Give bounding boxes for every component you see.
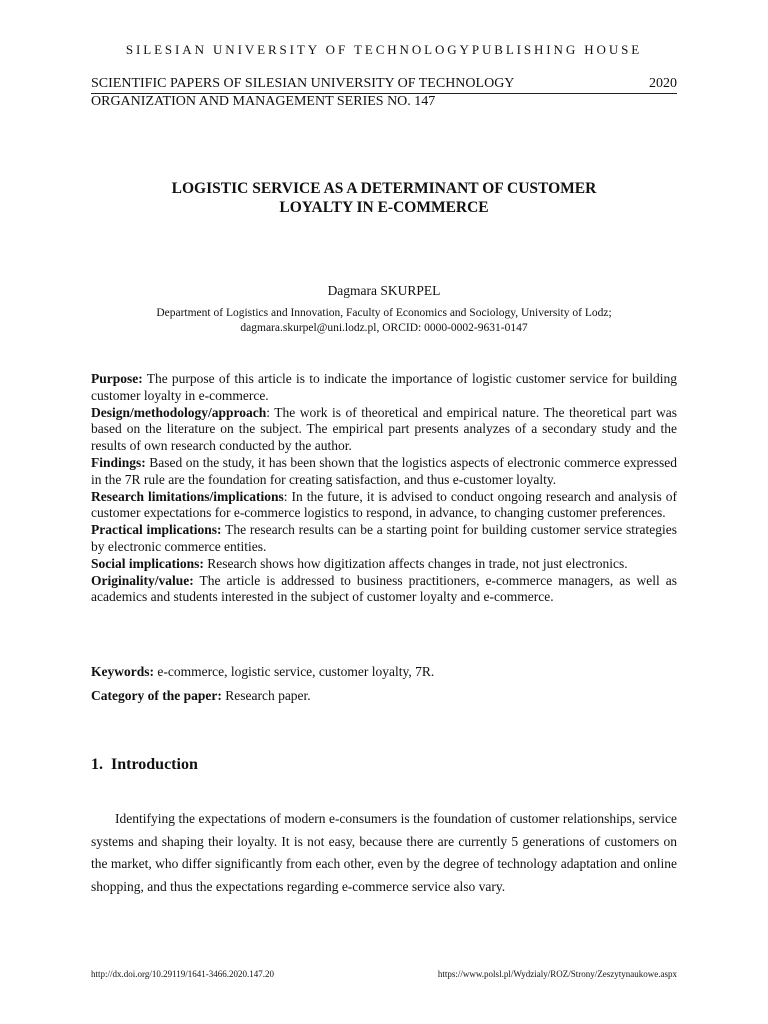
abstract-label: Research limitations/implications — [91, 488, 284, 504]
abstract-text: Based on the study, it has been shown that the logistics aspects of electronic commerce expressed in the 7R rule are the foundation for creating satisfaction, and thus e-customer loyalty. — [91, 454, 677, 487]
abstract-findings — [91, 455, 677, 489]
abstract-text: : The work is of theoretical and empirical nature. The theoretical part was based on the literature on the subject. The empirical part presents analyzes of a secondary study and the results of own research conducted by the author. — [91, 404, 677, 454]
keywords-label: Keywords: — [91, 664, 154, 679]
category-text: Research paper. — [221, 688, 311, 703]
abstract-practical — [91, 522, 677, 556]
abstract-text: The purpose of this article is to indicate the importance of logistic customer service for building customer loyalty in e-commerce. — [91, 371, 677, 403]
abstract-label: Design/methodology/approach — [91, 404, 267, 420]
abstract-label: Practical implications: — [91, 522, 222, 538]
page-footer — [91, 969, 677, 979]
abstract-text: : In the future, it is advised to conduct ongoing research and analysis of customer expectations for e-commerce logistics to respond, in advance, to changing customer preferences. — [91, 488, 677, 521]
author-name: Dagmara SKURPEL — [327, 283, 441, 298]
series-name: ORGANIZATION AND MANAGEMENT SERIES NO. 147 — [91, 94, 436, 109]
abstract-label: Originality/value: — [91, 572, 194, 588]
affiliation-line1: Department of Logistics and Innovation, Faculty of Economics and Sociology, University of Lodz; — [156, 307, 612, 319]
publisher-name: SILESIAN UNIVERSITY OF TECHNOLOGYPUBLISHING HOUSE — [125, 42, 643, 57]
abstract-label: Findings: — [91, 454, 146, 470]
author-affiliation — [91, 306, 677, 336]
abstract-limitations — [91, 489, 677, 523]
article-title — [91, 179, 677, 217]
article-title-line1: LOGISTIC SERVICE AS A DETERMINANT OF CUSTOMER — [171, 180, 597, 197]
keywords — [91, 664, 677, 680]
journal-header — [91, 76, 677, 94]
abstract-text: The research results can be a starting point for building customer service strategies by electronic commerce entities. — [91, 522, 677, 554]
abstract-purpose — [91, 371, 677, 405]
abstract-label: Purpose: — [91, 371, 143, 386]
abstract-text: The article is addressed to business practitioners, e-commerce managers, as well as academics and students interested in the subject of customer loyalty and e-commerce. — [91, 572, 677, 605]
intro-paragraph: Identifying the expectations of modern e-consumers is the foundation of customer relationships, service systems and shaping their loyalty. It is not easy, because there are currently 5 generations of customers on the market, who differ significantly from each other, even by the degree of technology adaptation and online shopping, and thus the expectations regarding e-commerce service also vary. — [91, 811, 677, 894]
abstract-text: Research shows how digitization affects changes in trade, not just electronics. — [203, 555, 628, 571]
doi-link[interactable]: http://dx.doi.org/10.29119/1641-3466.2020.147.20 — [91, 969, 275, 979]
abstract-design — [91, 405, 677, 455]
abstract-originality — [91, 573, 677, 607]
abstract-label: Social implications: — [91, 555, 204, 571]
journal-url[interactable]: https://www.polsl.pl/Wydzialy/ROZ/Strony/Zeszytynaukowe.aspx — [437, 969, 677, 979]
section-heading: 1. Introduction — [91, 756, 198, 773]
abstract — [91, 371, 677, 606]
abstract-social — [91, 556, 677, 573]
journal-name: SCIENTIFIC PAPERS OF SILESIAN UNIVERSITY OF TECHNOLOGY — [91, 76, 515, 91]
affiliation-line2: dagmara.skurpel@uni.lodz.pl, ORCID: 0000-0002-9631-0147 — [240, 322, 528, 334]
keywords-text: e-commerce, logistic service, customer loyalty, 7R. — [154, 664, 435, 679]
publication-year: 2020 — [649, 76, 677, 91]
category-label: Category of the paper: — [91, 688, 222, 703]
paper-category — [91, 688, 677, 704]
article-title-line2: LOYALTY IN E-COMMERCE — [279, 199, 489, 216]
